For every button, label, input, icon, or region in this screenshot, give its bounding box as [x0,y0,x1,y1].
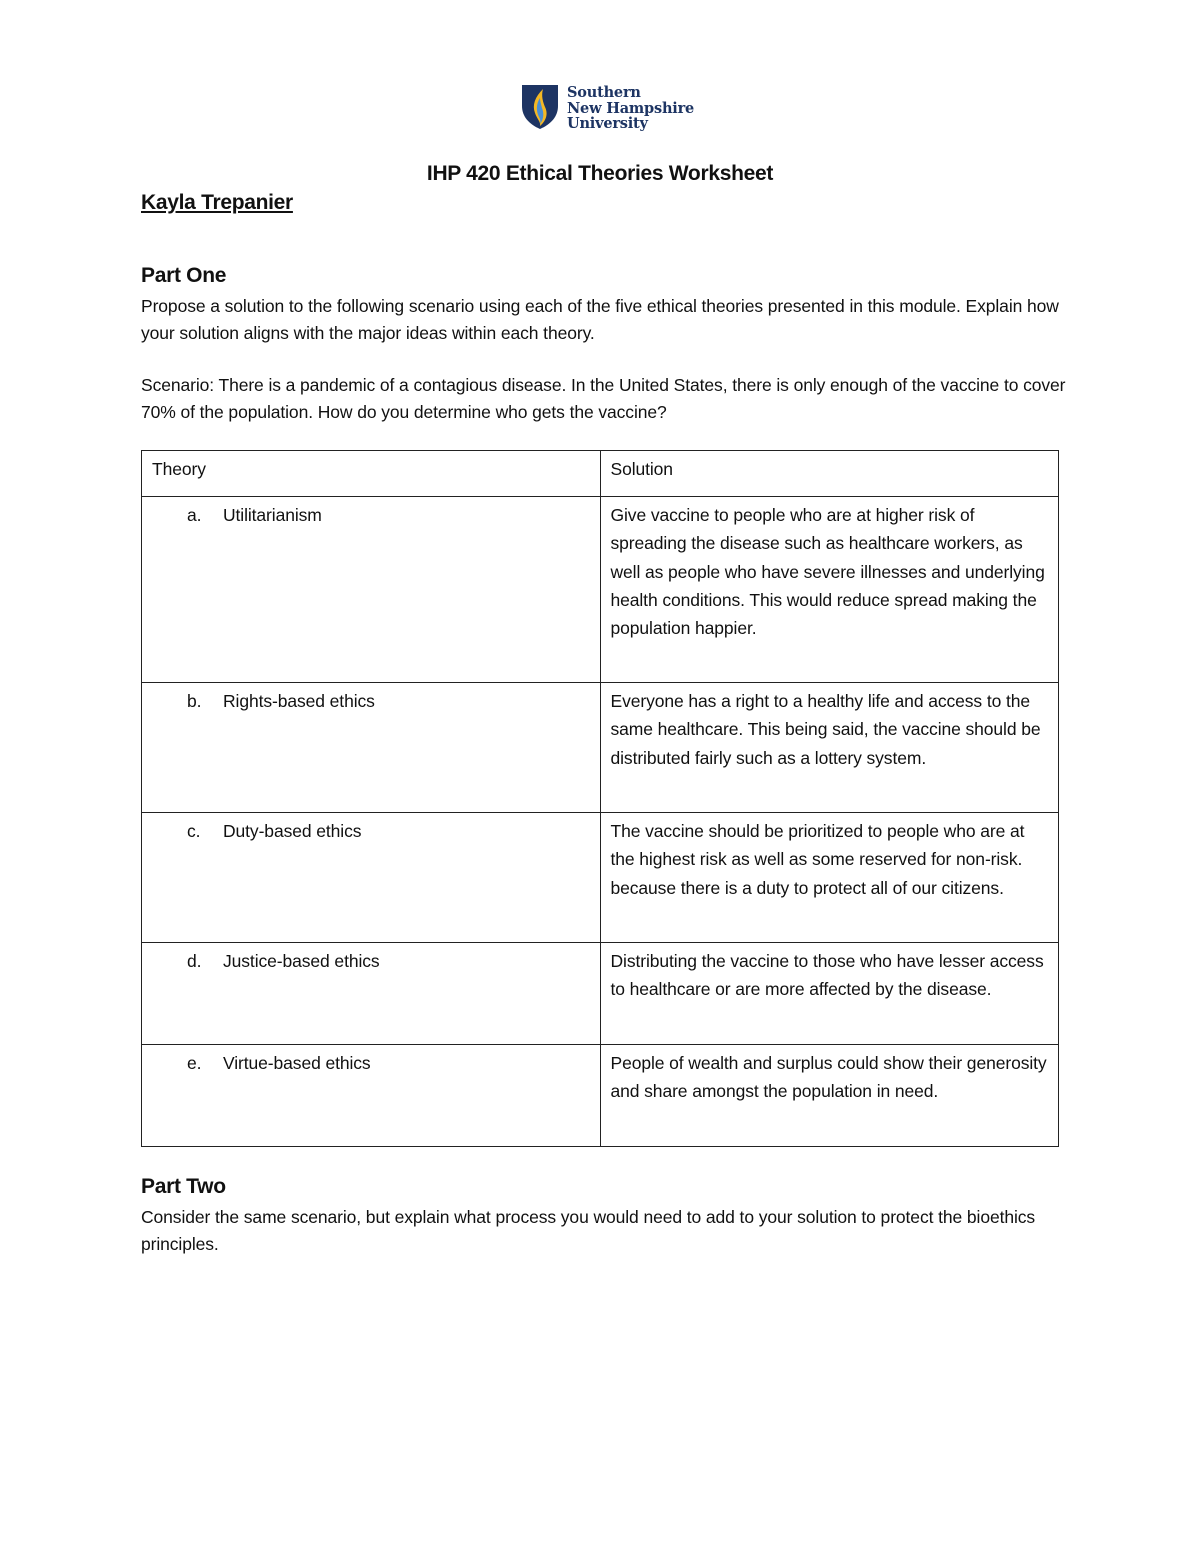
header-theory: Theory [142,451,601,497]
part-one-instructions: Propose a solution to the following scenario using each of the five ethical theories presented in this module. Explain how your solution aligns with the major ideas within each theory. [141,296,1059,343]
theory-cell [142,1045,601,1147]
logo-wordmark [567,85,694,132]
table-header-row [142,451,1059,497]
logo-line-3: University [567,115,648,132]
document-title: IHP 420 Ethical Theories Worksheet [426,162,774,185]
logo-line-2: New Hampshire [567,99,695,117]
theory-cell [142,683,601,813]
solution-cell: The vaccine should be prioritized to people who are at the highest risk as well as some reserved for non-risk. because there is a duty to protect all of our citizens. [600,813,1059,943]
theory-name: Rights-based ethics [223,691,375,711]
university-logo [521,84,694,132]
solution-cell: Distributing the vaccine to those who have lesser access to healthcare or are more affected by the disease. [600,943,1059,1045]
table-row [142,683,1059,813]
table-row [142,943,1059,1045]
list-letter: d. [187,951,202,971]
theory-name: Duty-based ethics [223,821,362,841]
solution-cell: Everyone has a right to a healthy life and access to the same healthcare. This being said, the vaccine should be distributed fairly such as a lottery system. [600,683,1059,813]
theory-name: Virtue-based ethics [223,1053,371,1073]
theory-name: Justice-based ethics [223,951,380,971]
part-one-heading: Part One [141,264,227,287]
theory-solution-table [141,450,1059,1147]
snhu-flame-shield-icon [521,84,559,130]
theory-cell [142,497,601,683]
theory-name: Utilitarianism [223,505,322,525]
list-letter: a. [187,505,202,525]
part-two-heading: Part Two [141,1175,226,1198]
list-letter: b. [187,691,202,711]
scenario-text: Scenario: There is a pandemic of a contagious disease. In the United States, there is only enough of the vaccine to cover 70% of the population. How do you determine who gets the vaccine? [141,375,1066,422]
solution-cell: People of wealth and surplus could show their generosity and share amongst the population in need. [600,1045,1059,1147]
table-row [142,1045,1059,1147]
list-letter: c. [187,821,201,841]
table-row [142,497,1059,683]
header-solution: Solution [600,451,1059,497]
table-row [142,813,1059,943]
part-two-instructions: Consider the same scenario, but explain what process you would need to add to your solution to protect the bioethics principles. [141,1207,1036,1254]
list-letter: e. [187,1053,202,1073]
solution-cell: Give vaccine to people who are at higher risk of spreading the disease such as healthcare workers, as well as people who have severe illnesses and underlying health conditions. This would reduce spread making the population happier. [600,497,1059,683]
logo-line-1: Southern [567,84,641,101]
author-name: Kayla Trepanier [141,191,293,214]
theory-cell [142,943,601,1045]
theory-cell [142,813,601,943]
